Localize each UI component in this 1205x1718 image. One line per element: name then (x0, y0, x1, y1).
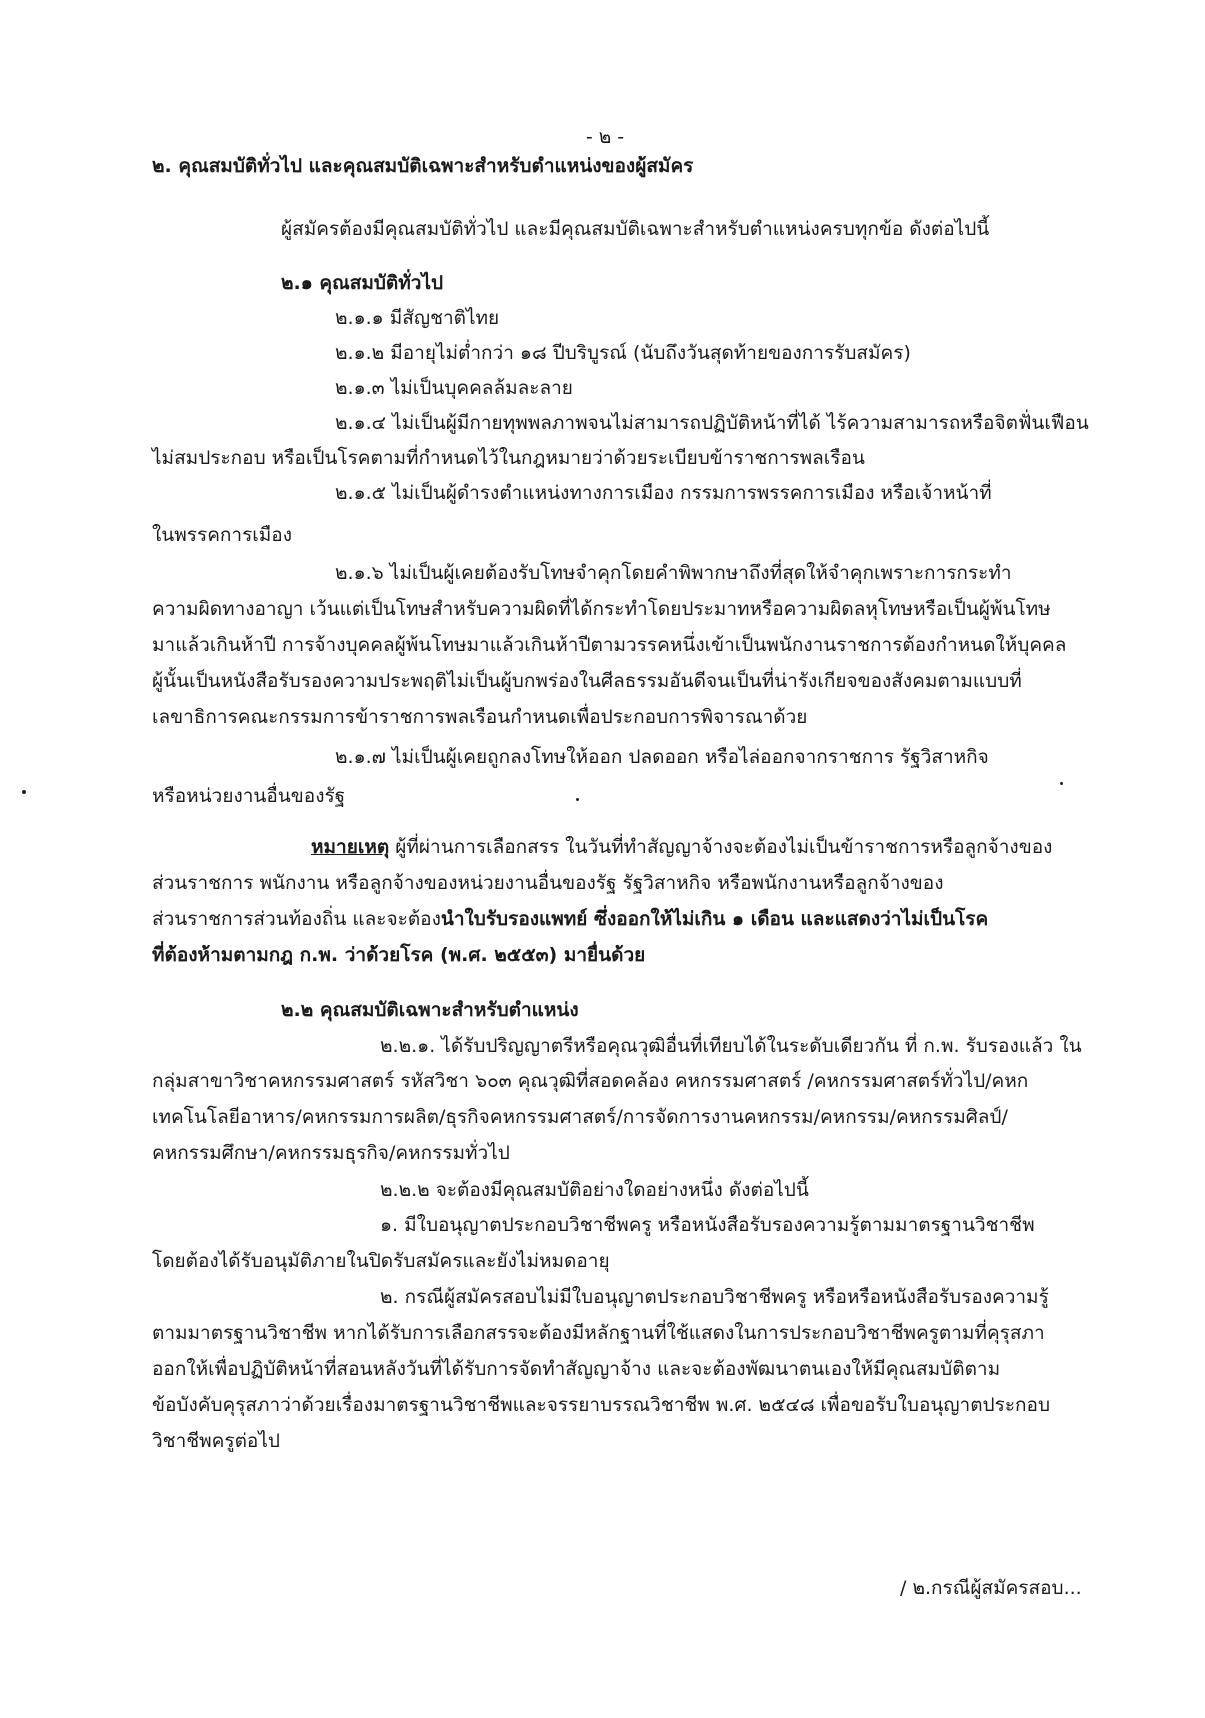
note-line3 (152, 906, 988, 932)
page-number: - ๒ - (585, 126, 625, 148)
option-2-line2: ตามมาตรฐานวิชาชีพ หากได้รับการเลือกสรรจะต้องมีหลักฐานที่ใช้แสดงในการประกอบวิชาชีพครูตามที่คุรุสภา (152, 1322, 1045, 1344)
option-1-line1: ๑. มีใบอนุญาตประกอบวิชาชีพครู หรือหนังสือรับรองความรู้ตามมาตรฐานวิชาชีพ (380, 1214, 1035, 1236)
item-2-2-1-line2: กลุ่มสาขาวิชาคหกรรมศาสตร์ รหัสวิชา ๖๐๓ คุณวุฒิที่สอดคล้อง คหกรรมศาสตร์ /คหกรรมศาสตร์ทั่วไป/คหก (152, 1070, 1029, 1092)
item-2-1-6-line2: ความผิดทางอาญา เว้นแต่เป็นโทษสำหรับความผิดที่ได้กระทำโดยประมาทหรือความผิดลหุโทษหรือเป็นผู้พ้นโทษ (152, 598, 1051, 620)
item-2-1-7-line2: หรือหน่วยงานอื่นของรัฐ (152, 785, 346, 807)
item-2-1-6-line1: ๒.๑.๖ ไม่เป็นผู้เคยต้องรับโทษจำคุกโดยคำพิพากษาถึงที่สุดให้จำคุกเพราะการกระทำ (335, 562, 1012, 584)
option-2-line3: ออกให้เพื่อปฏิบัติหน้าที่สอนหลังวันที่ได้รับการจัดทำสัญญาจ้าง และจะต้องพัฒนาตนเองให้มีคุณสมบัติตาม (152, 1358, 1001, 1380)
scan-speck (22, 790, 26, 794)
scan-speck (576, 798, 579, 801)
item-2-2-2: ๒.๒.๒ จะต้องมีคุณสมบัติอย่างใดอย่างหนึ่ง ดังต่อไปนี้ (380, 1179, 809, 1201)
item-2-1-4-line2: ไม่สมประกอบ หรือเป็นโรคตามที่กำหนดไว้ในกฎหมายว่าด้วยระเบียบข้าราชการพลเรือน (152, 447, 865, 469)
option-2-line5: วิชาชีพครูต่อไป (152, 1430, 280, 1452)
section-2-1-heading: ๒.๑ คุณสมบัติทั่วไป (281, 272, 444, 294)
item-2-1-7-line1: ๒.๑.๗ ไม่เป็นผู้เคยถูกลงโทษให้ออก ปลดออก หรือไล่ออกจากราชการ รัฐวิสาหกิจ (335, 746, 989, 768)
option-2-line1: ๒. กรณีผู้สมัครสอบไม่มีใบอนุญาตประกอบวิชาชีพครู หรือหรือหนังสือรับรองความรู้ (380, 1286, 1049, 1308)
item-2-1-5-line2: ในพรรคการเมือง (152, 524, 292, 546)
item-2-2-1-line1: ๒.๒.๑. ได้รับปริญญาตรีหรือคุณวุฒิอื่นที่เทียบได้ในระดับเดียวกัน ที่ ก.พ. รับรองแล้ว ใน (380, 1035, 1082, 1057)
section-2-2-heading: ๒.๒ คุณสมบัติเฉพาะสำหรับตำแหน่ง (281, 999, 579, 1021)
note-line2: ส่วนราชการ พนักงาน หรือลูกจ้างของหน่วยงานอื่นของรัฐ รัฐวิสาหกิจ หรือพนักงานหรือลูกจ้างของ (152, 872, 944, 894)
note-label: หมายเหตุ (311, 836, 390, 858)
note-line4: ที่ต้องห้ามตามกฎ ก.พ. ว่าด้วยโรค (พ.ศ. ๒๕๕๓) มายื่นด้วย (152, 944, 646, 966)
item-2-1-3: ๒.๑.๓ ไม่เป็นบุคคลล้มละลาย (335, 377, 573, 399)
note-line1-text: ผู้ที่ผ่านการเลือกสรร ในวันที่ทำสัญญาจ้างจะต้องไม่เป็นข้าราชการหรือลูกจ้างของ (389, 836, 1053, 858)
item-2-2-1-line3: เทคโนโลยีอาหาร/คหกรรมการผลิต/ธุรกิจคหกรรมศาสตร์/การจัดการงานคหกรรม/คหกรรม/คหกรรมศิลป์/ (152, 1106, 1008, 1128)
item-2-1-5-line1: ๒.๑.๕ ไม่เป็นผู้ดำรงตำแหน่งทางการเมือง กรรมการพรรคการเมือง หรือเจ้าหน้าที่ (335, 482, 992, 504)
option-2-line4: ข้อบังคับคุรุสภาว่าด้วยเรื่องมาตรฐานวิชาชีพและจรรยาบรรณวิชาชีพ พ.ศ. ๒๕๔๘ เพื่อขอรับใบอนุญาตประกอบ (152, 1394, 1051, 1416)
item-2-2-1-line4: คหกรรมศึกษา/คหกรรมธุรกิจ/คหกรรมทั่วไป (152, 1142, 510, 1164)
section-2-intro: ผู้สมัครต้องมีคุณสมบัติทั่วไป และมีคุณสมบัติเฉพาะสำหรับตำแหน่งครบทุกข้อ ดังต่อไปนี้ (281, 218, 990, 240)
scan-speck (1060, 782, 1063, 785)
option-1-line2: โดยต้องได้รับอนุมัติภายในปิดรับสมัครและยังไม่หมดอายุ (152, 1250, 610, 1272)
item-2-1-6-line5: เลขาธิการคณะกรรมการข้าราชการพลเรือนกำหนดเพื่อประกอบการพิจารณาด้วย (152, 706, 808, 728)
item-2-1-6-line4: ผู้นั้นเป็นหนังสือรับรองความประพฤติไม่เป็นผู้บกพร่องในศีลธรรมอันดีจนเป็นที่น่ารังเกียจของสังคมตามแบบที่ (152, 670, 1022, 692)
note-line3-bold: นำใบรับรองแพทย์ ซึ่งออกให้ไม่เกิน ๑ เดือน และแสดงว่าไม่เป็นโรค (440, 908, 989, 930)
item-2-1-1: ๒.๑.๑ มีสัญชาติไทย (335, 307, 500, 329)
item-2-1-4-line1: ๒.๑.๔ ไม่เป็นผู้มีกายทุพพลภาพจนไม่สามารถปฏิบัติหน้าที่ได้ ไร้ความสามารถหรือจิตฟั่นเฟือน (335, 412, 1089, 434)
section-2-heading: ๒. คุณสมบัติทั่วไป และคุณสมบัติเฉพาะสำหรับตำแหน่งของผู้สมัคร (152, 155, 694, 177)
note-line1 (311, 834, 1052, 860)
item-2-1-2: ๒.๑.๒ มีอายุไม่ต่ำกว่า ๑๘ ปีบริบูรณ์ (นับถึงวันสุดท้ายของการรับสมัคร) (335, 342, 911, 364)
item-2-1-6-line3: มาแล้วเกินห้าปี การจ้างบุคคลผู้พ้นโทษมาแล้วเกินห้าปีตามวรรคหนึ่งเข้าเป็นพนักงานราชการต้องกำหนดให้บุคคล (152, 634, 1067, 656)
note-line3-text: ส่วนราชการส่วนท้องถิ่น และจะต้อง (152, 908, 441, 930)
continuation-note: / ๒.กรณีผู้สมัครสอบ... (900, 1577, 1082, 1599)
